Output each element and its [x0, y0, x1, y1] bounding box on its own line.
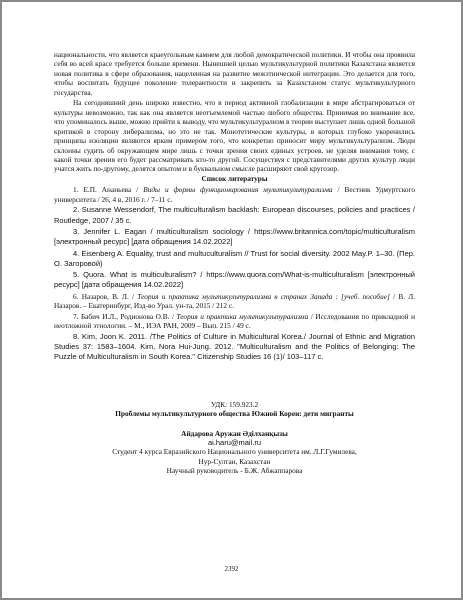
reference-item-2: 2. Susanne Wessendorf, The multiculturalism backlash: European discourses, policies and practices / Routledge, 2007 / 35 c.	[54, 205, 415, 225]
conclusion-paragraph: На сегодняшний день широко известно, что в период активной глобализации в мире абстрагироваться от культуры невозможно, так как она является неотъемлемой частью любого общества. Принимая во внимание все, что упоминалось выше, можно прийти к выводу, что мультикультурализм в теории выступает лишь одной большой критикой в сторону либерализма, но это не так. Монотетические культуры, в которых глубоко укоренились принципы изоляции являются ярким примером того, что конкретно приносит миру мультикультурализм. Люди склонны судить об окружающем мире лишь с точки зрения своих единых устроев, не уделяя внимания тому, с какой точки зрения его будет рассматривать кто-то другой. Сосуществуя с представителями других культур люди учатся жить по-другому, делятся опытом и в буквальном смысле расширяют свой кругозор.	[54, 98, 415, 174]
reference-item-5: 5. Quora. What is multiculturalism? / https://www.quora.com/What-is-multiculturalism [электронный ресурс] [дата обращения 14.02.2022]	[54, 270, 415, 290]
reference-item-6: 6. Назаров, В. Л. / Теория и практика мультикультурализма в странах Запада : [учеб. пособие] / В. Л. Назаров. – Екатеринбург, Изд-во Урал. ун-та, 2015 / 212 с.	[54, 291, 416, 311]
reference-item-3: 3. Jennifer L. Eagan / multiculturalism sociology / https://www.britannica.com/topic/multiculturalism [электронный ресурс] [дата обращения 14.02.2022]	[54, 227, 415, 247]
page-number: 2392	[224, 565, 239, 573]
affiliation-line-1: Студент 4 курса Евразийского Национального университета им. Л.Г.Гумилева,	[112, 447, 357, 457]
udk-code: УДК: 159.923.2	[210, 399, 259, 409]
author-name: Айдарова Аружан Әділханқызы	[181, 428, 288, 438]
references-heading: Список литературы	[201, 173, 268, 183]
article-title: Проблемы мультикультурного общества Южной Кореи: дети мигранты	[115, 409, 354, 419]
document-page	[2, 2, 461, 598]
reference-item-1: 1. Е.П. Ананьева / Виды и формы функционирования мультикультурализма / Вестник Удмуртского университета / 26, 4 в, 2016 г. / 7–11 с.	[54, 185, 416, 204]
scientific-supervisor: Научный руководитель - Б.Ж. Абжаппарова	[166, 466, 303, 476]
intro-paragraph-end: национальности, что является краеугольным камнем для любой демократической политики. И чтобы она проявила себя во всей красе требуется больше времени. Нынешней целью мультикультурной политики Казахстана является новая политика в сфере образования, нацеленная на развитие межэтнической интеграции. Это делается для того, чтобы воспитать будущее поколение толерантности и закрепить за Казахстаном статус мультикультурного государства.	[54, 50, 415, 97]
reference-item-4: 4. Eisenberg A. Equality, trust and multuculturalism // Trust for social diversity. 2002 May.P. 1–30. (Пер. О. Загоровой)	[54, 248, 415, 268]
reference-item-8: 8. Kim, Joon K. 2011. /The Politics of Culture in Multicultural Korea./ Journal of Ethnic and Migration Studies 37: 1583–1604. Kim, Nora Hui-Jung. 2012. "Multiculturalism and the Politics of Belonging: The Puzzle of Multiculturalism in South Korea." Citizenship Studies 16 (1)/ 103–117 с.	[54, 332, 415, 362]
author-email: ai.haru@mail.ru	[207, 437, 262, 447]
reference-item-7: 7. Бабич И.Л., Родионова О.В. / Теория и практика мультикультурализма / Исследования по прикладной и неотложной этнологии. – М., ИЭА РАН, 2009 – Вып. 215 / 49 с.	[54, 311, 416, 331]
affiliation-line-2: Нур-Султан, Казахстан	[198, 456, 271, 466]
page-body	[2, 2, 461, 476]
